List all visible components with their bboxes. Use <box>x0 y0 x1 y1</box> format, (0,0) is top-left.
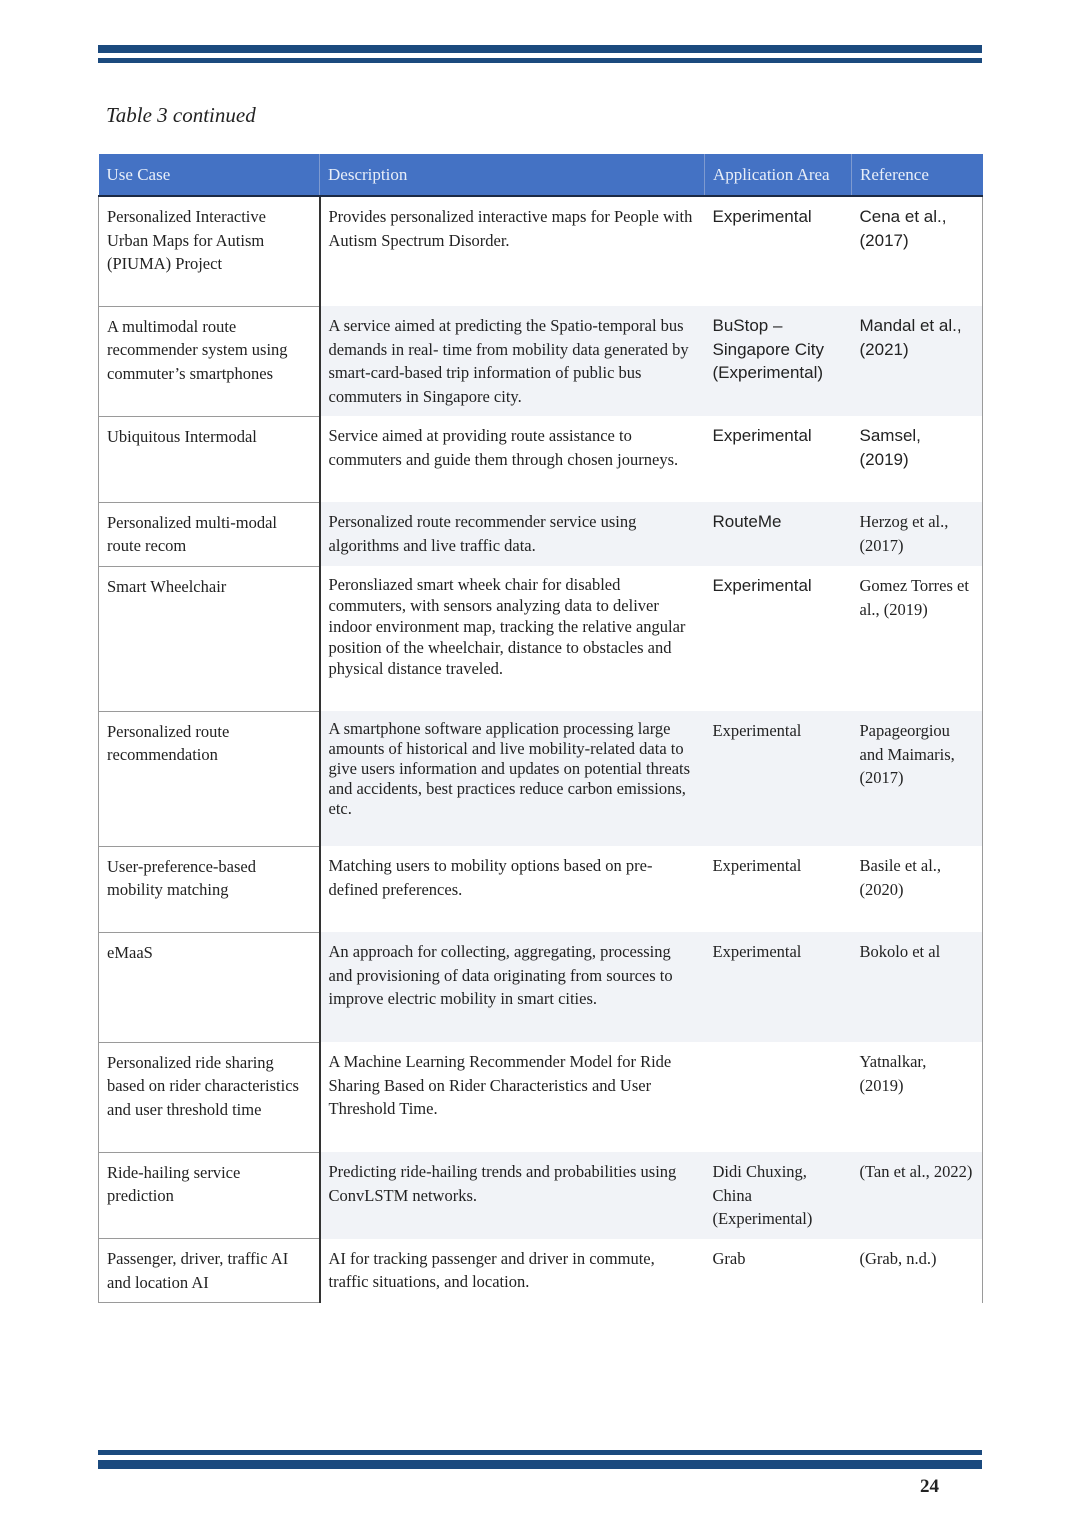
cell-application-area: Experimental <box>712 426 812 445</box>
footer-rule-thick <box>98 1460 982 1469</box>
table-row <box>99 1042 983 1152</box>
cell-reference: (Tan et al., 2022) <box>852 1152 983 1239</box>
table-row <box>99 1239 983 1303</box>
cell-use-case: Ride-hailing service prediction <box>99 1152 320 1239</box>
table-row <box>99 306 983 416</box>
table-row <box>99 846 983 932</box>
cell-use-case: Personalized multi-modal route recom <box>99 502 320 566</box>
cell-reference: Mandal et al., (2021) <box>852 306 983 416</box>
cell-use-case: eMaaS <box>99 932 320 1042</box>
header-reference: Reference <box>852 154 983 196</box>
cell-description: Matching users to mobility options based on pre-defined preferences. <box>328 856 653 899</box>
cell-description: Predicting ride-hailing trends and probabilities using ConvLSTM networks. <box>320 1152 705 1239</box>
cell-reference: Gomez Torres et al., (2019) <box>852 566 983 711</box>
cell-application-area: Experimental <box>712 576 812 595</box>
cell-application-area: Experimental <box>705 932 852 1042</box>
cell-reference: Cena et al., (2017) <box>852 196 983 306</box>
cell-reference: Papageorgiou and Maimaris, (2017) <box>852 711 983 846</box>
table-row <box>99 566 983 711</box>
table-row <box>99 416 983 502</box>
cell-use-case: User-preference-based mobility matching <box>99 846 320 932</box>
cell-use-case: Personalized Interactive Urban Maps for Autism (PIUMA) Project <box>99 196 320 306</box>
cell-reference: Herzog et al., (2017) <box>852 502 983 566</box>
table-row <box>99 502 983 566</box>
cell-application-area: Experimental <box>705 711 852 846</box>
cell-application-area: Didi Chuxing, China (Experimental) <box>705 1152 852 1239</box>
cell-use-case: Personalized route recommendation <box>99 711 320 846</box>
cell-application-area <box>705 1042 852 1152</box>
cell-reference: Yatnalkar, (2019) <box>852 1042 983 1152</box>
cell-use-case: Personalized ride sharing based on rider characteristics and user threshold time <box>99 1042 320 1152</box>
table-row <box>99 196 983 306</box>
cell-use-case: Ubiquitous Intermodal <box>99 416 320 502</box>
cell-use-case: A multimodal route recommender system using commuter’s smartphones <box>99 306 320 416</box>
cell-description: Personalized route recommender service using algorithms and live traffic data. <box>320 502 705 566</box>
table-header-row <box>99 154 983 196</box>
table-row <box>99 711 983 846</box>
cell-description: Provides personalized interactive maps for People with Autism Spectrum Disorder. <box>328 207 693 250</box>
cell-description: Service aimed at providing route assistance to commuters and guide them through chosen journeys. <box>328 426 679 469</box>
use-case-table <box>98 154 983 1303</box>
header-description: Description <box>320 154 705 196</box>
cell-application-area: RouteMe <box>705 502 852 566</box>
table-row <box>99 1152 983 1239</box>
cell-application-area: Experimental <box>712 207 812 226</box>
cell-description: AI for tracking passenger and driver in commute, traffic situations, and location. <box>328 1248 655 1291</box>
cell-description: Peronsliazed smart wheek chair for disabled commuters, with sensors analyzing data to deliver indoor environment map, tracking the relative angular position of the wheelchair, distance to obstacles and physical distance traveled. <box>328 575 686 678</box>
header-use-case: Use Case <box>99 154 320 196</box>
cell-application-area: Grab <box>712 1248 746 1268</box>
cell-reference: (Grab, n.d.) <box>852 1239 983 1303</box>
table-caption: Table 3 continued <box>106 103 256 127</box>
cell-use-case: Smart Wheelchair <box>99 566 320 711</box>
header-rule-thick <box>98 45 982 53</box>
header-application-area: Application Area <box>705 154 852 196</box>
header-rule-thin <box>98 58 982 63</box>
cell-reference: Basile et al., (2020) <box>852 846 983 932</box>
cell-description: A service aimed at predicting the Spatio-temporal bus demands in real- time from mobility data generated by smart-card-based trip information of public bus commuters in Singapore city. <box>320 306 705 416</box>
cell-application-area: Experimental <box>712 856 802 875</box>
table-row <box>99 932 983 1042</box>
cell-use-case: Passenger, driver, traffic AI and location AI <box>99 1239 320 1303</box>
cell-application-area: BuStop – Singapore City (Experimental) <box>705 306 852 416</box>
cell-reference: Samsel, (2019) <box>852 416 983 502</box>
cell-description: A smartphone software application processing large amounts of historical and live mobility-related data to give users information and updates on potential threats and accidents, best practices reduce carbon emissions, etc. <box>320 711 705 846</box>
footer-rule-thin <box>98 1450 982 1455</box>
cell-reference: Bokolo et al <box>852 932 983 1042</box>
cell-description: A Machine Learning Recommender Model for Ride Sharing Based on Rider Characteristics and User Threshold Time. <box>328 1052 672 1118</box>
cell-description: An approach for collecting, aggregating, processing and provisioning of data originating from sources to improve electric mobility in smart cities. <box>320 932 705 1042</box>
page-number: 24 <box>920 1476 939 1497</box>
